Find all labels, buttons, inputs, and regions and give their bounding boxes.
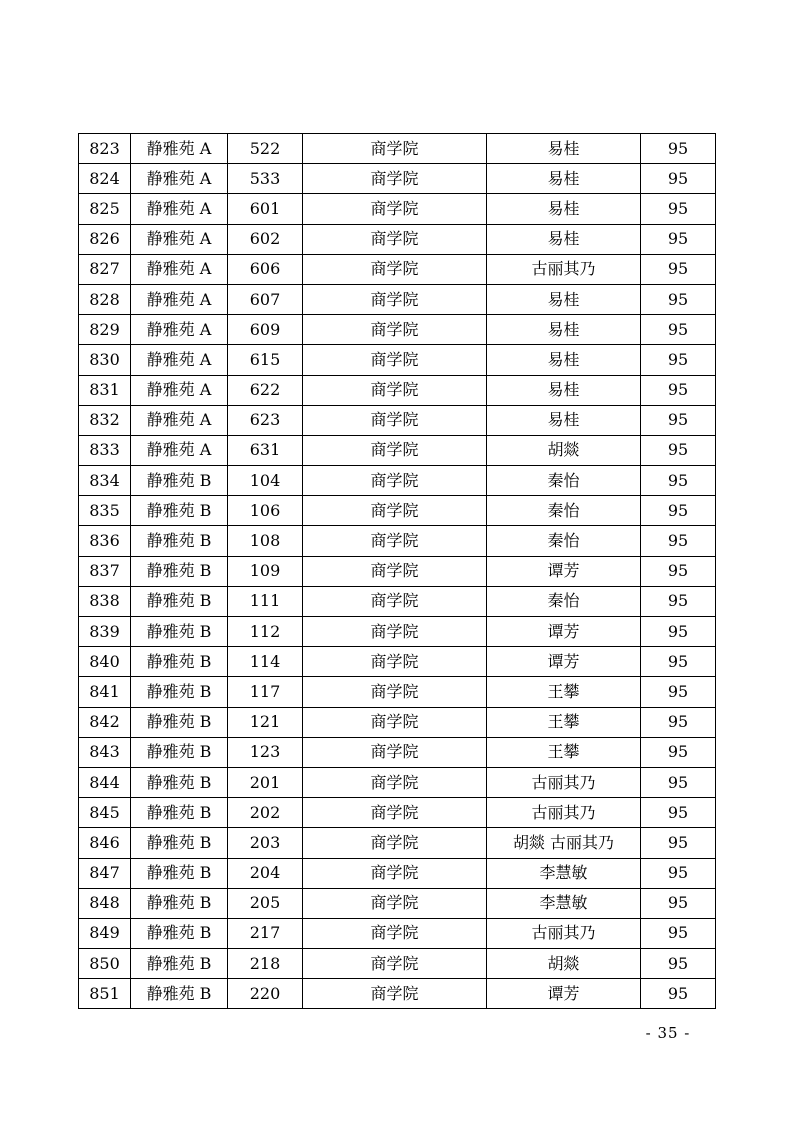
college-cell: 商学院	[303, 979, 487, 1009]
counselor-cell: 谭芳	[487, 617, 641, 647]
room-number-cell: 631	[228, 435, 303, 465]
room-number-cell: 607	[228, 284, 303, 314]
table-row	[79, 526, 716, 556]
score-cell: 95	[641, 918, 716, 948]
college-cell: 商学院	[303, 315, 487, 345]
score-cell: 95	[641, 798, 716, 828]
room-number-cell: 111	[228, 586, 303, 616]
serial-number-cell: 846	[79, 828, 131, 858]
building-cell: 静雅苑 A	[131, 134, 228, 164]
table-row	[79, 134, 716, 164]
counselor-cell: 胡燚	[487, 949, 641, 979]
room-number-cell: 108	[228, 526, 303, 556]
college-cell: 商学院	[303, 134, 487, 164]
score-cell: 95	[641, 828, 716, 858]
college-cell: 商学院	[303, 466, 487, 496]
room-number-cell: 220	[228, 979, 303, 1009]
building-cell: 静雅苑 B	[131, 858, 228, 888]
room-number-cell: 121	[228, 707, 303, 737]
serial-number-cell: 837	[79, 556, 131, 586]
college-cell: 商学院	[303, 798, 487, 828]
room-number-cell: 609	[228, 315, 303, 345]
table-row	[79, 677, 716, 707]
serial-number-cell: 844	[79, 767, 131, 797]
score-cell: 95	[641, 949, 716, 979]
college-cell: 商学院	[303, 164, 487, 194]
score-cell: 95	[641, 888, 716, 918]
serial-number-cell: 847	[79, 858, 131, 888]
serial-number-cell: 828	[79, 284, 131, 314]
score-cell: 95	[641, 858, 716, 888]
table-row	[79, 798, 716, 828]
serial-number-cell: 848	[79, 888, 131, 918]
college-cell: 商学院	[303, 707, 487, 737]
serial-number-cell: 834	[79, 466, 131, 496]
room-number-cell: 615	[228, 345, 303, 375]
score-cell: 95	[641, 617, 716, 647]
building-cell: 静雅苑 B	[131, 526, 228, 556]
counselor-cell: 易桂	[487, 345, 641, 375]
college-cell: 商学院	[303, 435, 487, 465]
counselor-cell: 古丽其乃	[487, 798, 641, 828]
table-row	[79, 194, 716, 224]
building-cell: 静雅苑 A	[131, 315, 228, 345]
building-cell: 静雅苑 B	[131, 707, 228, 737]
room-number-cell: 622	[228, 375, 303, 405]
counselor-cell: 易桂	[487, 405, 641, 435]
counselor-cell: 古丽其乃	[487, 254, 641, 284]
serial-number-cell: 842	[79, 707, 131, 737]
building-cell: 静雅苑 B	[131, 647, 228, 677]
room-number-cell: 601	[228, 194, 303, 224]
serial-number-cell: 841	[79, 677, 131, 707]
table-row	[79, 707, 716, 737]
serial-number-cell: 840	[79, 647, 131, 677]
table-row	[79, 466, 716, 496]
score-cell: 95	[641, 707, 716, 737]
counselor-cell: 易桂	[487, 134, 641, 164]
table-row	[79, 345, 716, 375]
room-number-cell: 106	[228, 496, 303, 526]
room-number-cell: 104	[228, 466, 303, 496]
room-number-cell: 623	[228, 405, 303, 435]
table-row	[79, 375, 716, 405]
serial-number-cell: 843	[79, 737, 131, 767]
serial-number-cell: 823	[79, 134, 131, 164]
score-cell: 95	[641, 466, 716, 496]
building-cell: 静雅苑 B	[131, 767, 228, 797]
score-cell: 95	[641, 315, 716, 345]
building-cell: 静雅苑 A	[131, 194, 228, 224]
serial-number-cell: 833	[79, 435, 131, 465]
building-cell: 静雅苑 A	[131, 375, 228, 405]
table-row	[79, 164, 716, 194]
college-cell: 商学院	[303, 858, 487, 888]
building-cell: 静雅苑 B	[131, 918, 228, 948]
building-cell: 静雅苑 B	[131, 677, 228, 707]
college-cell: 商学院	[303, 677, 487, 707]
score-cell: 95	[641, 224, 716, 254]
serial-number-cell: 838	[79, 586, 131, 616]
counselor-cell: 胡燚	[487, 435, 641, 465]
room-number-cell: 112	[228, 617, 303, 647]
college-cell: 商学院	[303, 375, 487, 405]
table-row	[79, 496, 716, 526]
table-row	[79, 888, 716, 918]
college-cell: 商学院	[303, 647, 487, 677]
counselor-cell: 李慧敏	[487, 858, 641, 888]
score-cell: 95	[641, 556, 716, 586]
building-cell: 静雅苑 A	[131, 224, 228, 254]
table-row	[79, 254, 716, 284]
table-row	[79, 405, 716, 435]
counselor-cell: 易桂	[487, 375, 641, 405]
counselor-cell: 谭芳	[487, 979, 641, 1009]
room-number-cell: 201	[228, 767, 303, 797]
building-cell: 静雅苑 A	[131, 254, 228, 284]
college-cell: 商学院	[303, 254, 487, 284]
room-number-cell: 202	[228, 798, 303, 828]
table-row	[79, 737, 716, 767]
serial-number-cell: 849	[79, 918, 131, 948]
dormitory-score-table	[78, 133, 716, 1009]
room-number-cell: 217	[228, 918, 303, 948]
table-row	[79, 647, 716, 677]
counselor-cell: 易桂	[487, 194, 641, 224]
counselor-cell: 王攀	[487, 737, 641, 767]
table-body	[79, 134, 716, 1009]
room-number-cell: 533	[228, 164, 303, 194]
table-row	[79, 858, 716, 888]
college-cell: 商学院	[303, 556, 487, 586]
college-cell: 商学院	[303, 526, 487, 556]
score-cell: 95	[641, 737, 716, 767]
counselor-cell: 秦怡	[487, 466, 641, 496]
counselor-cell: 古丽其乃	[487, 918, 641, 948]
table-row	[79, 979, 716, 1009]
room-number-cell: 117	[228, 677, 303, 707]
college-cell: 商学院	[303, 767, 487, 797]
table-row	[79, 556, 716, 586]
table-row	[79, 586, 716, 616]
score-cell: 95	[641, 586, 716, 616]
building-cell: 静雅苑 B	[131, 586, 228, 616]
college-cell: 商学院	[303, 284, 487, 314]
counselor-cell: 秦怡	[487, 586, 641, 616]
building-cell: 静雅苑 B	[131, 617, 228, 647]
college-cell: 商学院	[303, 224, 487, 254]
table-row	[79, 617, 716, 647]
table-row	[79, 918, 716, 948]
building-cell: 静雅苑 B	[131, 949, 228, 979]
room-number-cell: 204	[228, 858, 303, 888]
college-cell: 商学院	[303, 194, 487, 224]
score-cell: 95	[641, 375, 716, 405]
counselor-cell: 胡燚 古丽其乃	[487, 828, 641, 858]
score-cell: 95	[641, 979, 716, 1009]
counselor-cell: 谭芳	[487, 556, 641, 586]
table-row	[79, 435, 716, 465]
building-cell: 静雅苑 A	[131, 345, 228, 375]
building-cell: 静雅苑 A	[131, 405, 228, 435]
score-cell: 95	[641, 284, 716, 314]
room-number-cell: 606	[228, 254, 303, 284]
table-row	[79, 828, 716, 858]
room-number-cell: 203	[228, 828, 303, 858]
room-number-cell: 522	[228, 134, 303, 164]
room-number-cell: 109	[228, 556, 303, 586]
building-cell: 静雅苑 B	[131, 466, 228, 496]
college-cell: 商学院	[303, 737, 487, 767]
serial-number-cell: 839	[79, 617, 131, 647]
college-cell: 商学院	[303, 496, 487, 526]
serial-number-cell: 825	[79, 194, 131, 224]
counselor-cell: 谭芳	[487, 647, 641, 677]
building-cell: 静雅苑 B	[131, 556, 228, 586]
college-cell: 商学院	[303, 918, 487, 948]
serial-number-cell: 826	[79, 224, 131, 254]
room-number-cell: 123	[228, 737, 303, 767]
counselor-cell: 易桂	[487, 164, 641, 194]
score-cell: 95	[641, 435, 716, 465]
building-cell: 静雅苑 B	[131, 737, 228, 767]
serial-number-cell: 836	[79, 526, 131, 556]
college-cell: 商学院	[303, 828, 487, 858]
counselor-cell: 秦怡	[487, 526, 641, 556]
page-number: - 35 -	[645, 1024, 691, 1042]
score-cell: 95	[641, 164, 716, 194]
serial-number-cell: 835	[79, 496, 131, 526]
college-cell: 商学院	[303, 586, 487, 616]
score-cell: 95	[641, 767, 716, 797]
score-cell: 95	[641, 194, 716, 224]
building-cell: 静雅苑 B	[131, 979, 228, 1009]
college-cell: 商学院	[303, 949, 487, 979]
serial-number-cell: 829	[79, 315, 131, 345]
room-number-cell: 602	[228, 224, 303, 254]
table-row	[79, 224, 716, 254]
college-cell: 商学院	[303, 617, 487, 647]
college-cell: 商学院	[303, 405, 487, 435]
building-cell: 静雅苑 B	[131, 496, 228, 526]
score-cell: 95	[641, 647, 716, 677]
counselor-cell: 秦怡	[487, 496, 641, 526]
score-cell: 95	[641, 134, 716, 164]
score-cell: 95	[641, 254, 716, 284]
score-cell: 95	[641, 405, 716, 435]
counselor-cell: 易桂	[487, 315, 641, 345]
table-row	[79, 284, 716, 314]
counselor-cell: 王攀	[487, 677, 641, 707]
building-cell: 静雅苑 B	[131, 888, 228, 918]
building-cell: 静雅苑 A	[131, 435, 228, 465]
serial-number-cell: 827	[79, 254, 131, 284]
serial-number-cell: 832	[79, 405, 131, 435]
building-cell: 静雅苑 A	[131, 284, 228, 314]
score-cell: 95	[641, 496, 716, 526]
serial-number-cell: 831	[79, 375, 131, 405]
building-cell: 静雅苑 B	[131, 828, 228, 858]
college-cell: 商学院	[303, 888, 487, 918]
serial-number-cell: 830	[79, 345, 131, 375]
score-cell: 95	[641, 677, 716, 707]
serial-number-cell: 851	[79, 979, 131, 1009]
room-number-cell: 205	[228, 888, 303, 918]
building-cell: 静雅苑 A	[131, 164, 228, 194]
table-row	[79, 315, 716, 345]
room-number-cell: 114	[228, 647, 303, 677]
table-row	[79, 767, 716, 797]
table-row	[79, 949, 716, 979]
college-cell: 商学院	[303, 345, 487, 375]
counselor-cell: 李慧敏	[487, 888, 641, 918]
counselor-cell: 古丽其乃	[487, 767, 641, 797]
building-cell: 静雅苑 B	[131, 798, 228, 828]
score-cell: 95	[641, 345, 716, 375]
score-cell: 95	[641, 526, 716, 556]
counselor-cell: 王攀	[487, 707, 641, 737]
serial-number-cell: 850	[79, 949, 131, 979]
serial-number-cell: 824	[79, 164, 131, 194]
counselor-cell: 易桂	[487, 224, 641, 254]
serial-number-cell: 845	[79, 798, 131, 828]
room-number-cell: 218	[228, 949, 303, 979]
counselor-cell: 易桂	[487, 284, 641, 314]
